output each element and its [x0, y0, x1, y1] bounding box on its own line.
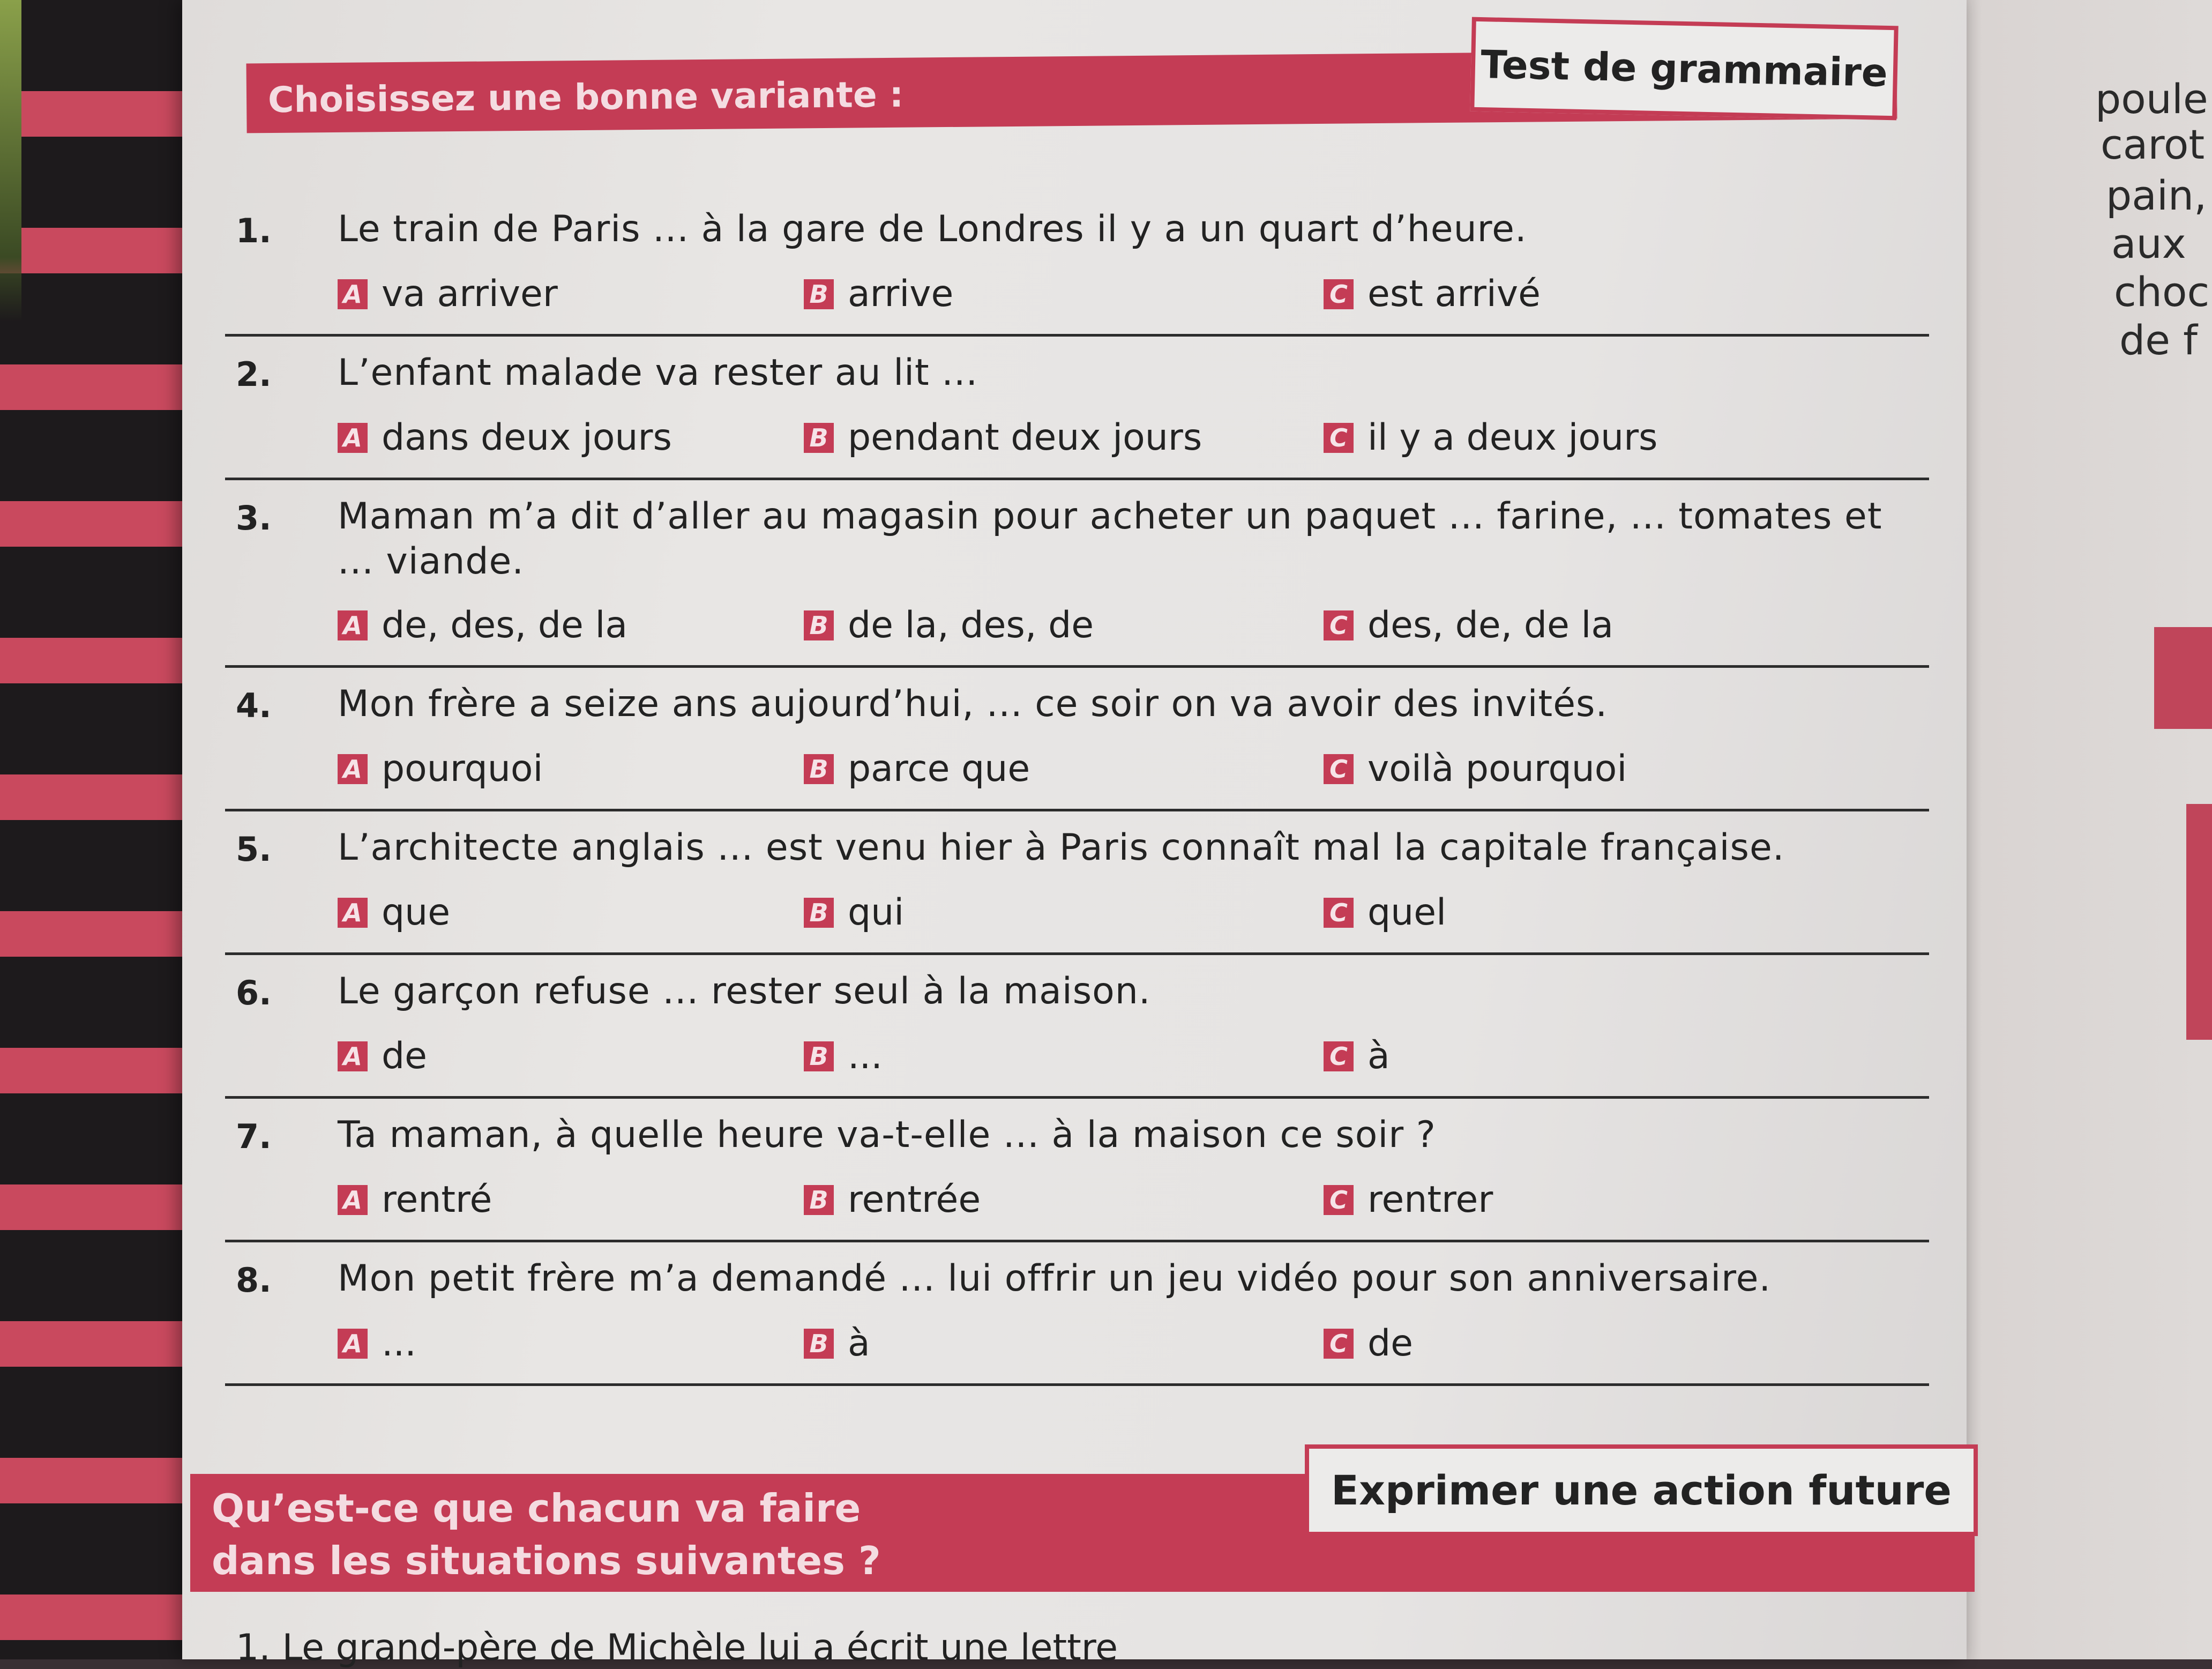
- right-page-word: aux: [2111, 220, 2186, 267]
- option-text: dans deux jours: [382, 416, 672, 459]
- section2-instruction-line1: Qu’est-ce que chacun va faire: [212, 1486, 861, 1531]
- item-question: Le train de Paris ... à la gare de Londres il y a un quart d’heure.: [338, 208, 1527, 250]
- right-page-word: choc: [2114, 268, 2210, 316]
- answer-option-c: [1324, 273, 1541, 315]
- item-question: L’architecte anglais ... est venu hier à Paris connaît mal la capitale française.: [338, 826, 1785, 869]
- item-number: 6.: [236, 973, 272, 1012]
- option-text: il y a deux jours: [1367, 416, 1658, 459]
- item-question: Mon petit frère m’a demandé ... lui offrir un jeu vidéo pour son anniversaire.: [338, 1257, 1772, 1300]
- answer-option-b: [804, 1035, 883, 1077]
- option-letter-badge: B: [804, 610, 834, 640]
- option-letter-badge: C: [1324, 754, 1354, 784]
- answer-option-b: [804, 748, 1030, 790]
- option-letter-badge: B: [804, 1185, 834, 1215]
- right-page-red-block: [2154, 627, 2212, 729]
- option-letter-badge: A: [338, 1329, 368, 1359]
- answer-option-b: [804, 1322, 870, 1365]
- option-letter-badge: B: [804, 898, 834, 928]
- option-letter-badge: C: [1324, 610, 1354, 640]
- answer-options: [338, 604, 1924, 649]
- section2-instruction-line2: dans les situations suivantes ?: [212, 1538, 881, 1583]
- item-number: 3.: [236, 498, 272, 538]
- option-text: parce que: [848, 748, 1030, 790]
- answer-options: [338, 891, 1924, 936]
- exercise-item: [225, 955, 1929, 1099]
- option-letter-badge: C: [1324, 423, 1354, 453]
- answer-option-a: [338, 748, 543, 790]
- answer-option-a: [338, 273, 558, 315]
- option-text: des, de, de la: [1367, 604, 1614, 646]
- answer-options: [338, 748, 1924, 793]
- answer-option-b: [804, 416, 1202, 459]
- answer-option-c: [1324, 604, 1613, 646]
- option-letter-badge: C: [1324, 1185, 1354, 1215]
- exercise-item: [225, 480, 1929, 668]
- answer-option-b: [804, 604, 1094, 646]
- section2-tag-title: Exprimer une action future: [1331, 1466, 1952, 1514]
- option-letter-badge: C: [1324, 1041, 1354, 1071]
- section2-tag: [1305, 1444, 1978, 1536]
- item-question: Mon frère a seize ans aujourd’hui, ... ce soir on va avoir des invités.: [338, 683, 1608, 725]
- exercise-item: [225, 1099, 1929, 1242]
- book-binding: [0, 0, 193, 1659]
- option-text: que: [382, 891, 451, 934]
- answer-option-a: [338, 891, 450, 934]
- option-letter-badge: A: [338, 423, 368, 453]
- item-question: Ta maman, à quelle heure va-t-elle ... à la maison ce soir ?: [338, 1114, 1436, 1156]
- option-text: est arrivé: [1367, 273, 1541, 315]
- item-number: 1.: [236, 211, 272, 250]
- answer-option-b: [804, 891, 904, 934]
- option-text: à: [848, 1322, 870, 1365]
- exercise-item: [225, 193, 1929, 337]
- item-question: Maman m’a dit d’aller au magasin pour acheter un paquet ... farine, ... tomates et ... viande.: [338, 495, 1882, 583]
- option-letter-badge: C: [1324, 898, 1354, 928]
- option-letter-badge: B: [804, 423, 834, 453]
- item-number: 5.: [236, 830, 272, 869]
- option-letter-badge: B: [804, 754, 834, 784]
- exercise-item: [225, 668, 1929, 811]
- answer-option-b: [804, 273, 953, 315]
- option-text: pendant deux jours: [848, 416, 1202, 459]
- exercise-item: [225, 337, 1929, 480]
- section-tag: [1470, 17, 1899, 121]
- item-number: 2.: [236, 355, 272, 394]
- answer-option-c: [1324, 748, 1627, 790]
- option-text: à: [1367, 1035, 1390, 1077]
- section-tag-title: Test de grammaire: [1480, 42, 1888, 95]
- right-page-red-block: [2186, 804, 2212, 1040]
- answer-option-c: [1324, 1035, 1390, 1077]
- option-text: de: [1367, 1322, 1413, 1365]
- exercise-item: [225, 1242, 1929, 1386]
- answer-option-c: [1324, 416, 1657, 459]
- answer-options: [338, 273, 1924, 318]
- item-number: 4.: [236, 686, 272, 725]
- exercise-instruction: Choisissez une bonne variante :: [267, 73, 904, 121]
- section2-first-item: 1. Le grand-père de Michèle lui a écrit une lettre: [236, 1627, 1118, 1669]
- option-text: rentré: [382, 1179, 492, 1221]
- answer-options: [338, 1035, 1924, 1080]
- item-question: L’enfant malade va rester au lit ...: [338, 352, 978, 394]
- answer-option-a: [338, 1179, 492, 1221]
- exercise-item: [225, 811, 1929, 955]
- option-text: pourquoi: [382, 748, 543, 790]
- option-letter-badge: B: [804, 1041, 834, 1071]
- option-letter-badge: C: [1324, 1329, 1354, 1359]
- answer-option-c: [1324, 1179, 1493, 1221]
- option-text: rentrée: [848, 1179, 981, 1221]
- option-text: voilà pourquoi: [1367, 748, 1627, 790]
- right-page: [1951, 0, 2212, 1659]
- answer-option-b: [804, 1179, 981, 1221]
- option-text: ...: [848, 1035, 883, 1077]
- option-letter-badge: C: [1324, 279, 1354, 309]
- option-text: va arriver: [382, 273, 558, 315]
- answer-option-a: [338, 604, 627, 646]
- right-page-word: carot: [2101, 121, 2205, 168]
- option-text: de la, des, de: [848, 604, 1094, 646]
- option-text: de, des, de la: [382, 604, 628, 646]
- answer-options: [338, 1322, 1924, 1367]
- answer-options: [338, 1179, 1924, 1224]
- right-page-word: poule: [2095, 75, 2208, 123]
- exercise-list: [225, 193, 1929, 1386]
- right-page-word: pain,: [2106, 172, 2207, 219]
- option-letter-badge: A: [338, 610, 368, 640]
- right-page-word: de f: [2119, 316, 2198, 364]
- option-letter-badge: A: [338, 754, 368, 784]
- option-text: de: [382, 1035, 427, 1077]
- answer-option-c: [1324, 891, 1446, 934]
- option-letter-badge: A: [338, 1185, 368, 1215]
- answer-option-a: [338, 1035, 427, 1077]
- option-letter-badge: A: [338, 898, 368, 928]
- option-text: arrive: [848, 273, 954, 315]
- option-text: rentrer: [1367, 1179, 1493, 1221]
- option-letter-badge: A: [338, 279, 368, 309]
- item-number: 7.: [236, 1117, 272, 1156]
- answer-options: [338, 416, 1924, 461]
- answer-option-a: [338, 1322, 416, 1365]
- answer-option-c: [1324, 1322, 1413, 1365]
- option-letter-badge: B: [804, 279, 834, 309]
- option-letter-badge: A: [338, 1041, 368, 1071]
- binding-edge: [0, 0, 21, 322]
- option-letter-badge: B: [804, 1329, 834, 1359]
- item-number: 8.: [236, 1261, 272, 1300]
- option-text: qui: [848, 891, 905, 934]
- option-text: ...: [382, 1322, 416, 1365]
- option-text: quel: [1367, 891, 1446, 934]
- answer-option-a: [338, 416, 672, 459]
- item-question: Le garçon refuse ... rester seul à la maison.: [338, 970, 1151, 1012]
